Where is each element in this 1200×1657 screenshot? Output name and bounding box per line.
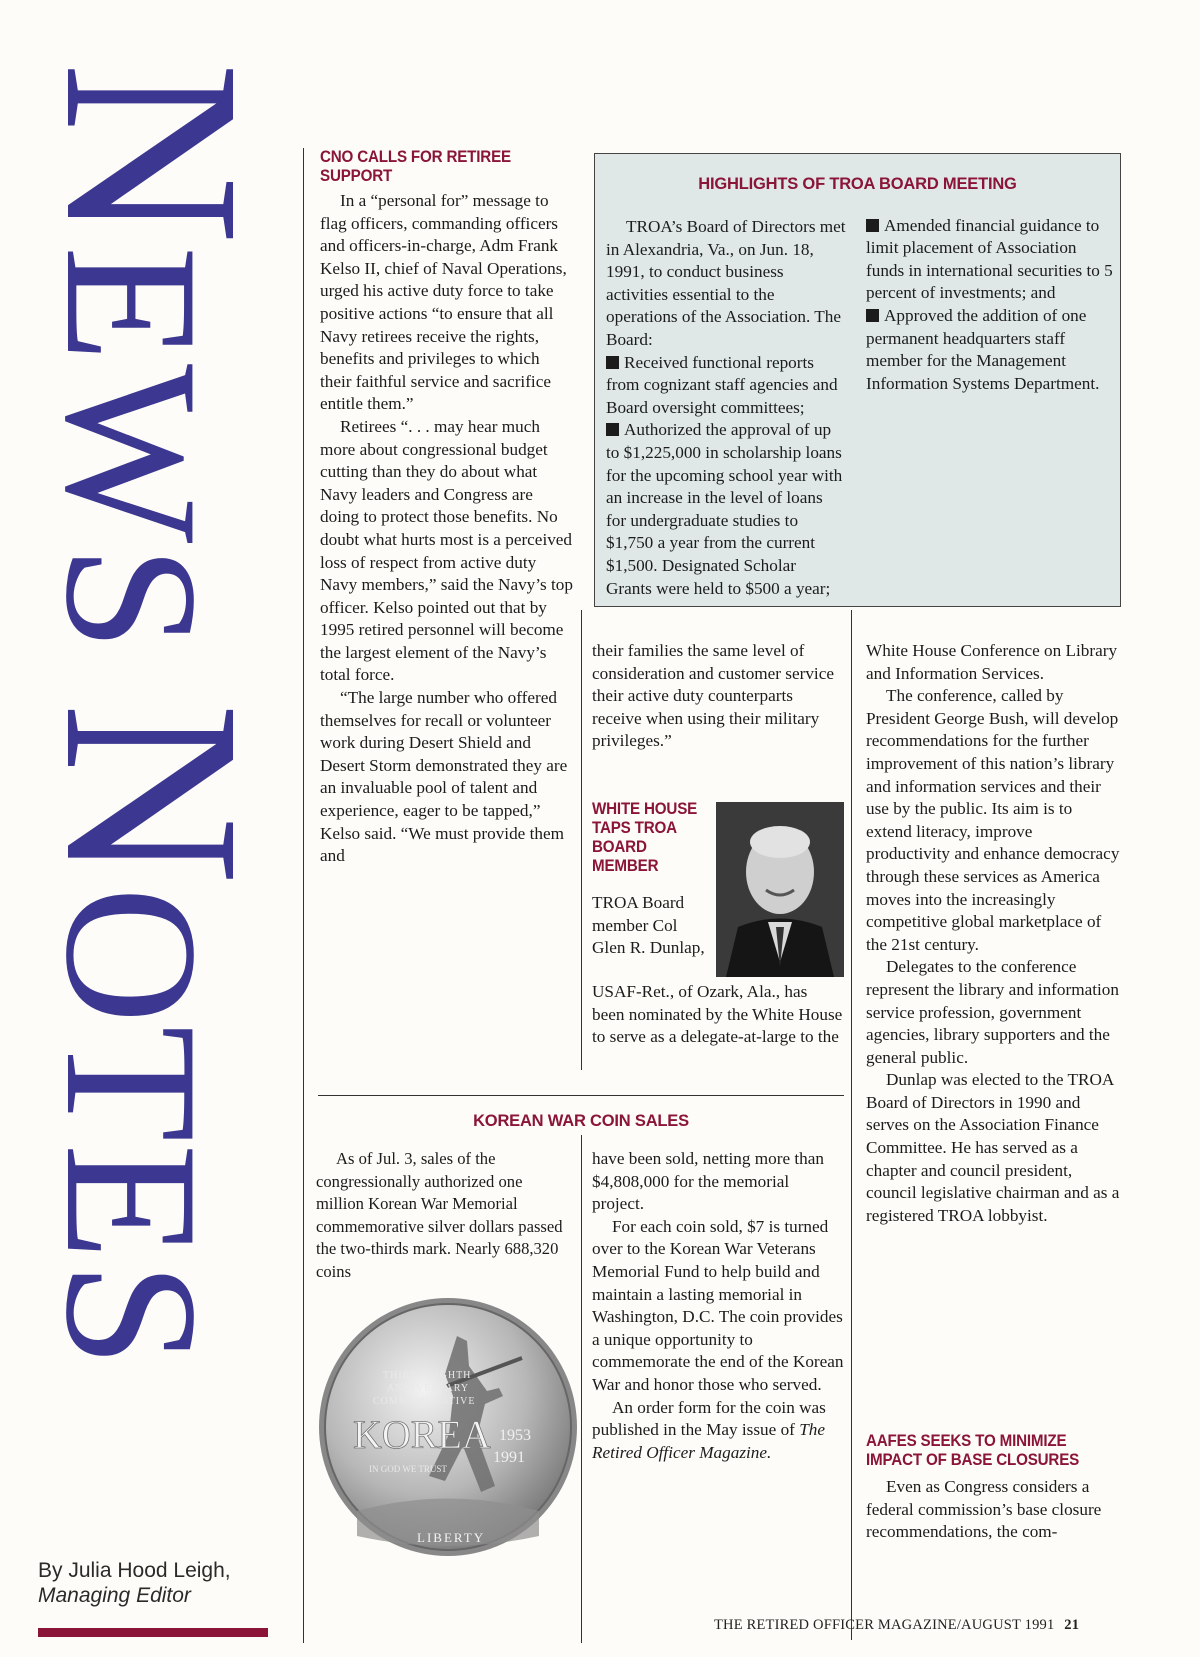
whitehouse-paragraph: Delegates to the conference represent the library and information service profession, government agencies, library supporters and the general public. (866, 957, 1119, 1067)
korean-paragraph: have been sold, netting more than $4,808,000 for the memorial project. (592, 1149, 824, 1214)
aafes-article (866, 1476, 1118, 1544)
column-rule-mid-upper (581, 610, 582, 1070)
byline-title: Managing Editor (38, 1584, 191, 1607)
korean-col2 (592, 1148, 844, 1464)
coin-liberty: LIBERTY (417, 1530, 486, 1545)
cno-article (320, 190, 574, 868)
section-rule (318, 1095, 844, 1096)
whitehouse-paragraph: Dunlap was elected to the TROA Board of Directors in 1990 and serves on the Association Finance Committee. He has served as a chapter and council president, council legislative chairman and as a registered TROA lobbyist. (866, 1070, 1120, 1225)
korean-paragraph: For each coin sold, $7 is turned over to the Korean War Veterans Memorial Fund to help build and maintain a lasting memorial in Washington, D.C. The coin provides a unique opportunity to commemorate the end of the Korean War and honor those who served. (592, 1216, 844, 1394)
byline-name: By Julia Hood Leigh, (38, 1559, 231, 1582)
cno-continuation-paragraph: their families the same level of consideration and customer service their active duty counterparts receive when using their military privileges.” (592, 641, 834, 751)
sidebar-bullet: Authorized the approval of up to $1,225,000 in scholarship loans for the upcoming school year with an increase in the level of loans for undergraduate studies to $1,750 a year from the current $1,500. Designated Scholar Grants were held to $500 a year; (606, 420, 843, 598)
column-rule-left (303, 148, 304, 1643)
bullet-icon (606, 356, 619, 369)
sidebar-intro: TROA’s Board of Directors met in Alexandria, Va., on Jun. 18, 1991, to conduct business activities essential to the operations of the Association. The Board: (606, 217, 846, 349)
bullet-icon (606, 423, 619, 436)
byline-rule (38, 1628, 268, 1637)
whitehouse-rest-text: USAF-Ret., of Ozark, Ala., has been nominated by the White House to serve as a delegate-at-large to the (592, 982, 843, 1047)
cno-continuation (592, 640, 844, 753)
whitehouse-paragraph: The conference, called by President George Bush, will develop recommendations for the further improvement of this nation’s library and information services and their use by the public. Its aim is to extend literacy, improve productivity and enhance democracy through these services as America moves into the increasingly competitive global marketplace of the 21st century. (866, 686, 1120, 954)
cno-headline: CNO CALLS FOR RETIREE SUPPORT (320, 148, 511, 185)
aafes-headline: AAFES SEEKS TO MINIMIZE IMPACT OF BASE CLOSURES (866, 1432, 1080, 1469)
korean-paragraph: As of Jul. 3, sales of the congressionally authorized one million Korean War Memorial commemorative silver dollars passed the two-thirds mark. Nearly 688,320 coins (316, 1149, 563, 1281)
coin-motto: IN GOD WE TRUST (369, 1464, 447, 1474)
whitehouse-paragraph: White House Conference on Library and Information Services. (866, 641, 1118, 683)
whitehouse-headline: WHITE HOUSE TAPS TROA BOARD MEMBER (592, 800, 698, 875)
cno-paragraph: “The large number who offered themselves for recall or volunteer work during Desert Shield and Desert Storm demonstrated they are an invaluable pool of talent and experience, eager to be tapped,” Kelso said. “We must provide them and (320, 688, 568, 866)
coin-anniv3: COMMEMORATIVE (373, 1396, 476, 1407)
coin-year2: 1991 (493, 1449, 525, 1466)
column-rule-right (851, 610, 852, 1640)
dunlap-portrait (716, 802, 844, 977)
column-rule-mid-lower (581, 1135, 582, 1643)
sidebar-col2 (866, 216, 1114, 606)
footer-magazine: THE RETIRED OFFICER MAGAZINE/AUGUST 1991 (714, 1617, 1055, 1633)
aafes-paragraph: Even as Congress considers a federal commission’s base closure recommendations, the com- (866, 1477, 1102, 1542)
vertical-title: NEWS NOTES (13, 62, 293, 1370)
coin-illustration (317, 1296, 579, 1558)
cno-paragraph: In a “personal for” message to flag officers, commanding officers and officers-in-charge, Adm Frank Kelso II, chief of Naval Operations, urged his active duty force to take positive actions “to ensure that all Navy retirees receive the rights, benefits and privileges to which their faithful service and sacrifice entitle them.” (320, 191, 567, 414)
coin-year1: 1953 (499, 1427, 531, 1444)
coin-anniv1: THIRTY EIGHTH (383, 1370, 472, 1381)
footer (714, 1617, 1079, 1634)
whitehouse-rest (592, 981, 844, 1049)
korean-war-coin (317, 1296, 579, 1558)
whitehouse-lead-text: TROA Board member Col Glen R. Dunlap, (592, 893, 705, 958)
sidebar-bullet: Amended financial guidance to limit placement of Association funds in international securities to 5 percent of investments; and (866, 216, 1113, 303)
korean-para1 (316, 1148, 574, 1284)
sidebar-col1 (606, 216, 846, 600)
sidebar-headline: HIGHLIGHTS OF TROA BOARD MEETING (698, 175, 1017, 193)
sidebar-bullet: Approved the addition of one permanent headquarters staff member for the Management Information Systems Department. (866, 305, 1100, 393)
portrait-image (716, 802, 844, 977)
korean-headline: KOREAN WAR COIN SALES (473, 1112, 689, 1130)
coin-anniv2: ANNIVERSARY (387, 1383, 470, 1394)
byline (38, 1558, 231, 1608)
masthead (0, 0, 293, 1370)
sidebar-bullet: Received functional reports from cognizant staff agencies and Board oversight committees; (606, 352, 838, 417)
cno-paragraph: Retirees “. . . may hear much more about congressional budget cutting than they do about what Navy leaders and Congress are doing to protect those benefits. No doubt what hurts most is a perceived loss of respect from active duty Navy members,” said the Navy’s top officer. Kelso pointed out that by 1995 retired personnel will become the largest element of the Navy’s total force. (320, 416, 573, 685)
bullet-icon (866, 309, 879, 322)
bullet-icon (866, 219, 879, 232)
coin-korea: KOREA (353, 1412, 491, 1457)
footer-page-number: 21 (1064, 1617, 1080, 1633)
whitehouse-continuation (866, 640, 1120, 1227)
korean-order: An order form for the coin was published in the May issue of The Retired Officer Magazine. (592, 1397, 826, 1462)
whitehouse-lead (592, 892, 714, 960)
sidebar-col2-flow (866, 216, 1114, 395)
